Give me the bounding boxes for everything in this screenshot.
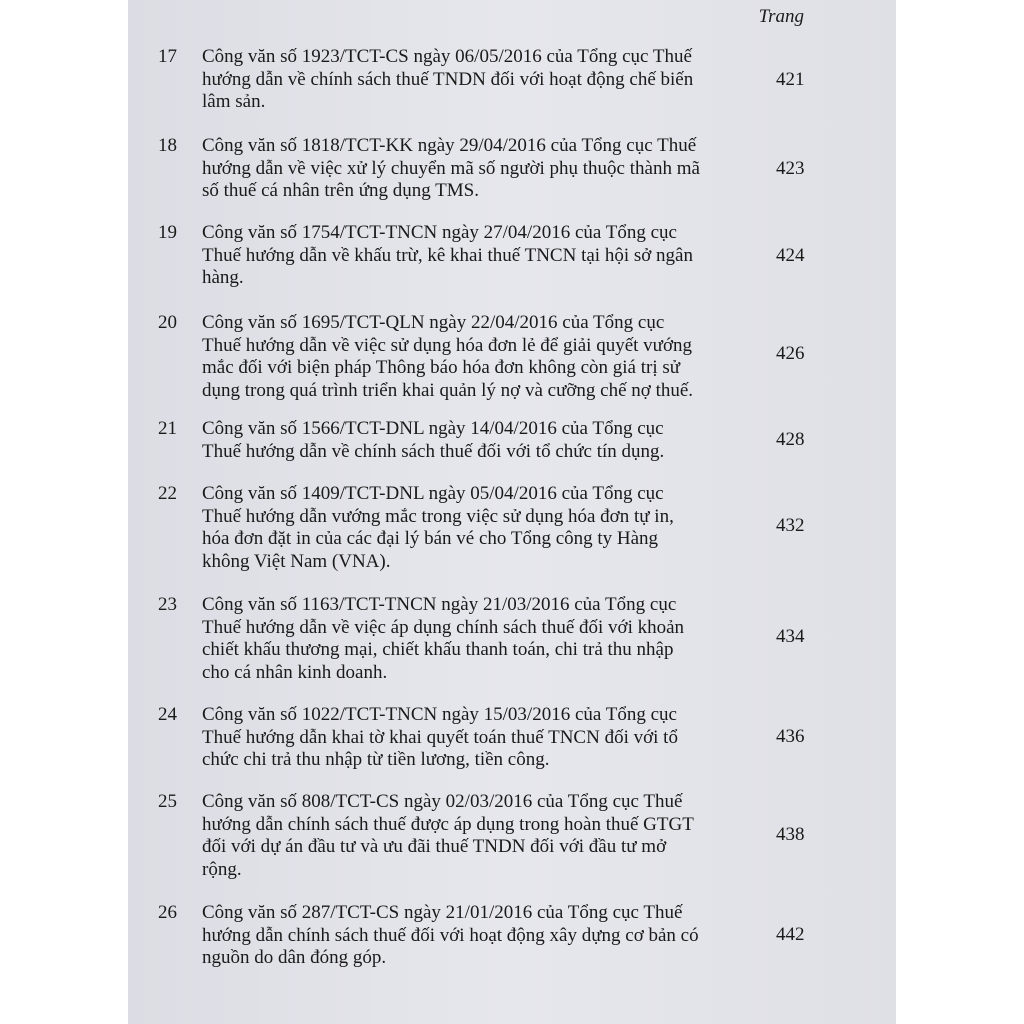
entry-number: 19 (158, 222, 177, 243)
entry-line: không Việt Nam (VNA). (202, 550, 391, 572)
entry-text (202, 483, 732, 573)
entry-number: 20 (158, 312, 177, 333)
entry-page-number: 421 (776, 69, 805, 90)
entry-line: cho cá nhân kinh doanh. (202, 661, 388, 683)
entry-page-number: 424 (776, 245, 805, 266)
entry-line: chức chi trả thu nhập từ tiền lương, tiền công. (202, 749, 550, 770)
entry-line: Công văn số 1022/TCT-TNCN ngày 15/03/2016 của Tổng cục (202, 704, 677, 725)
entry-line: Công văn số 1695/TCT-QLN ngày 22/04/2016 của Tổng cục (202, 312, 665, 333)
entry-line: Công văn số 1566/TCT-DNL ngày 14/04/2016 của Tổng cục (202, 418, 664, 439)
entry-line: Thuế hướng dẫn về khấu trừ, kê khai thuế TNCN tại hội sở ngân (202, 244, 693, 266)
entry-line: hướng dẫn về chính sách thuế TNDN đối với hoạt động chế biến (202, 68, 694, 90)
entry-line: Công văn số 1818/TCT-KK ngày 29/04/2016 của Tổng cục Thuế (202, 135, 697, 156)
entry-page-number: 436 (776, 726, 805, 747)
entry-line: Công văn số 1409/TCT-DNL ngày 05/04/2016 của Tổng cục (202, 483, 664, 504)
entry-line: Công văn số 287/TCT-CS ngày 21/01/2016 của Tổng cục Thuế (202, 902, 683, 923)
entry-number: 21 (158, 418, 177, 439)
entry-line: nguồn do dân đóng góp. (202, 947, 387, 968)
entry-number: 25 (158, 791, 177, 812)
entry-line: Thuế hướng dẫn về chính sách thuế đối với tổ chức tín dụng. (202, 440, 665, 462)
entry-line: lâm sản. (202, 91, 266, 112)
entry-number: 23 (158, 594, 177, 615)
entry-text (202, 222, 732, 290)
entry-text (202, 418, 732, 463)
entry-line: Thuế hướng dẫn vướng mắc trong việc sử dụng hóa đơn tự in, (202, 505, 674, 527)
entry-line: rộng. (202, 858, 242, 880)
entry-page-number: 432 (776, 515, 805, 536)
entry-line: Thuế hướng dẫn khai tờ khai quyết toán thuế TNCN đối với tổ (202, 726, 678, 748)
entry-line: hóa đơn đặt in của các đại lý bán vé cho Tổng công ty Hàng (202, 528, 659, 549)
entry-line: hướng dẫn về việc xử lý chuyển mã số người phụ thuộc thành mã (202, 157, 700, 179)
entry-text (202, 135, 732, 203)
entry-text (202, 791, 732, 881)
entry-page-number: 428 (776, 429, 805, 450)
entry-page-number: 434 (776, 626, 805, 647)
entry-text (202, 594, 732, 684)
entry-number: 18 (158, 135, 177, 156)
entry-line: Thuế hướng dẫn về việc áp dụng chính sách thuế đối với khoản (202, 616, 685, 638)
entry-line: dụng trong quá trình triển khai quản lý nợ và cưỡng chế nợ thuế. (202, 379, 694, 401)
page-column-header: Trang (758, 6, 804, 27)
entry-line: Công văn số 1754/TCT-TNCN ngày 27/04/2016 của Tổng cục (202, 222, 677, 243)
entry-line: Công văn số 1163/TCT-TNCN ngày 21/03/2016 của Tổng cục (202, 594, 677, 615)
entry-line: hàng. (202, 267, 244, 288)
entry-text (202, 312, 732, 402)
entry-number: 22 (158, 483, 177, 504)
entry-number: 17 (158, 46, 177, 67)
entry-number: 26 (158, 902, 177, 923)
entry-page-number: 426 (776, 343, 805, 364)
entry-line: hướng dẫn chính sách thuế được áp dụng trong hoàn thuế GTGT (202, 813, 694, 835)
entry-line: chiết khấu thương mại, chiết khấu thanh toán, chi trả thu nhập (202, 639, 674, 660)
entry-line: Thuế hướng dẫn về việc sử dụng hóa đơn lẻ để giải quyết vướng (202, 334, 693, 356)
entry-line: đối với dự án đầu tư và ưu đãi thuế TNDN đối với đầu tư mở (202, 836, 667, 857)
entry-line: hướng dẫn chính sách thuế đối với hoạt động xây dựng cơ bản có (202, 924, 699, 946)
entry-number: 24 (158, 704, 177, 725)
entry-page-number: 442 (776, 924, 805, 945)
entry-page-number: 438 (776, 824, 805, 845)
entry-text (202, 902, 732, 970)
entry-page-number: 423 (776, 158, 805, 179)
entry-line: mắc đối với biện pháp Thông báo hóa đơn không còn giá trị sử (202, 357, 681, 378)
book-page (128, 0, 896, 1024)
entry-line: Công văn số 808/TCT-CS ngày 02/03/2016 của Tổng cục Thuế (202, 791, 683, 812)
entry-line: số thuế cá nhân trên ứng dụng TMS. (202, 180, 479, 201)
entry-text (202, 704, 732, 772)
entry-text (202, 46, 732, 114)
entry-line: Công văn số 1923/TCT-CS ngày 06/05/2016 của Tổng cục Thuế (202, 46, 692, 67)
